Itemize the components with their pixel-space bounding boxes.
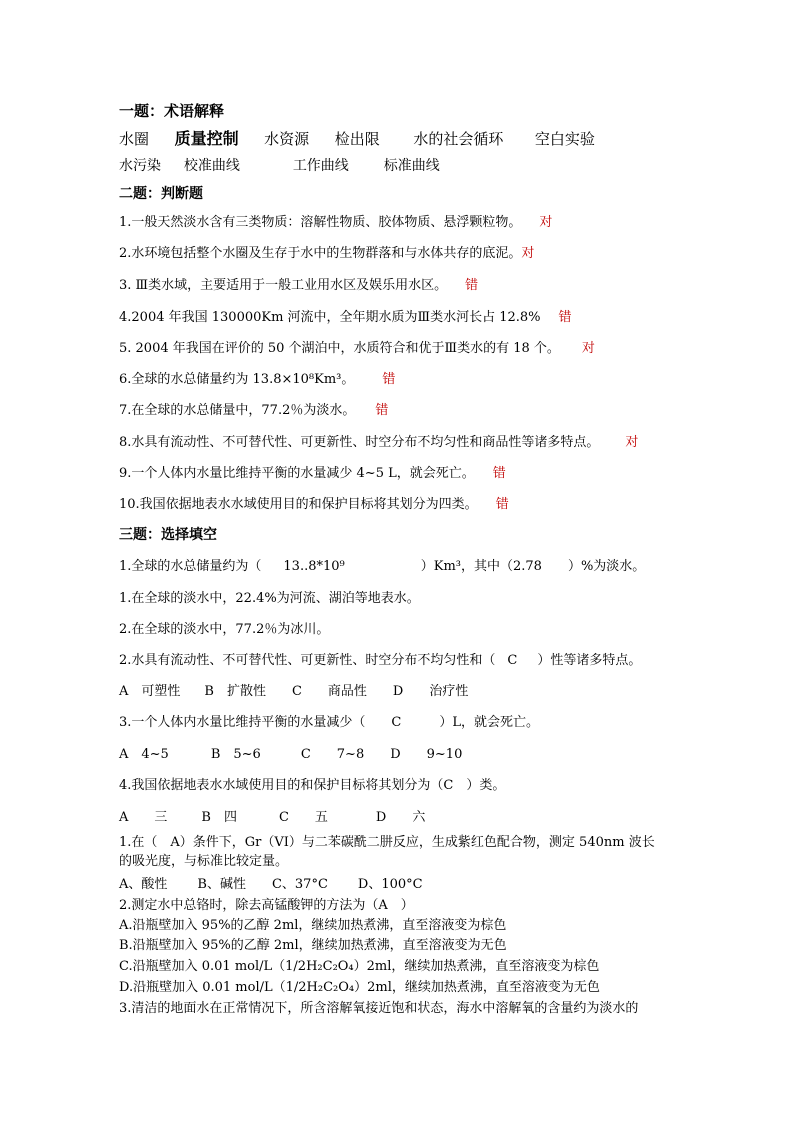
section-2-title: 二题：判断题: [119, 186, 203, 202]
judge-item: 10.我国依据地表水水域使用目的和保护目标将其划分为四类。 错: [119, 497, 509, 512]
fill-q3: 3.一个人体内水量比维持平衡的水量减少（ C ）L，就会死亡。: [119, 715, 539, 730]
answer: 对: [581, 341, 595, 356]
judge-item: 4.2004 年我国 130000Km 河流中，全年期水质为Ⅲ类水河长占 12.8% 错: [119, 310, 572, 325]
judge-item: 1.一般天然淡水含有三类物质：溶解性物质、胶体物质、悬浮颗粒物。 对: [119, 215, 553, 230]
section-3-title: 三题：选择填空: [119, 527, 217, 543]
answer: 错: [465, 278, 479, 293]
answer: 错: [558, 310, 572, 325]
answer: 错: [382, 372, 396, 387]
judge-item: 9.一个人体内水量比维持平衡的水量减少 4~5 L，就会死亡。 错: [119, 466, 506, 481]
fill-line: 1.在全球的淡水中，22.4%为河流、湖泊等地表水。: [119, 591, 420, 606]
judge-item: 2.水环境包括整个水圈及生存于水中的生物群落和与水体共存的底泥。对: [119, 246, 535, 261]
question-p3: 3.清洁的地面水在正常情况下，所含溶解氧接近饱和状态，海水中溶解氧的含量约为淡水的: [119, 1001, 639, 1016]
answer: 错: [495, 497, 509, 512]
term: 水污染: [119, 158, 161, 174]
judge-item: 6.全球的水总储量约为 13.8×10⁸Km³。 错: [119, 372, 396, 387]
answer: 对: [539, 215, 553, 230]
answer: 对: [625, 435, 639, 450]
term: 质量控制: [174, 129, 239, 148]
term: 水圈: [119, 130, 150, 148]
judge-item: 7.在全球的水总储量中，77.2％为淡水。 错: [119, 403, 389, 418]
term: 空白实验: [534, 130, 595, 148]
question-p1: 1.在（ A）条件下，Gr（VI）与二苯碳酰二肼反应，生成紫红色配合物，测定 540nm 波长: [119, 835, 655, 850]
term: 标准曲线: [383, 158, 440, 174]
answer: 对: [521, 246, 535, 261]
term: 水资源: [264, 130, 310, 148]
answer: 错: [492, 466, 506, 481]
options-q4: A 三 B 四 C 五 D 六: [119, 810, 426, 825]
answer: 错: [375, 403, 389, 418]
fill-line: 2.在全球的淡水中，77.2％为冰川。: [119, 622, 330, 637]
options-q3: A 4~5 B 5~6 C 7~8 D 9~10: [119, 747, 463, 762]
term: 检出限: [334, 130, 380, 148]
options-q2: A 可塑性 B 扩散性 C 商品性 D 治疗性: [119, 684, 469, 699]
option-line: B.沿瓶壁加入 95%的乙醇 2ml，继续加热煮沸，直至溶液变为无色: [119, 938, 507, 953]
term: 水的社会循环: [413, 130, 504, 148]
option-line: D.沿瓶壁加入 0.01 mol/L（1/2H₂C₂O₄）2ml，继续加热煮沸，直至溶液变为无色: [119, 980, 600, 995]
terms-row-2: [119, 158, 440, 174]
judge-item: 5. 2004 年我国在评价的 50 个湖泊中，水质符合和优于Ⅲ类水的有 18 个。 对: [119, 341, 595, 356]
option-line: C.沿瓶壁加入 0.01 mol/L（1/2H₂C₂O₄）2ml，继续加热煮沸，直至溶液变为棕色: [119, 959, 600, 974]
question-p2: 2.测定水中总铬时，除去高锰酸钾的方法为（A ）: [119, 898, 414, 913]
fill-q4: 4.我国依据地表水水域使用目的和保护目标将其划分为（C ）类。: [119, 778, 506, 793]
section-1-title: 一题：术语解释: [119, 102, 225, 120]
option-line: A.沿瓶壁加入 95%的乙醇 2ml，继续加热煮沸，直至溶液变为棕色: [119, 918, 507, 933]
term: 工作曲线: [292, 158, 349, 174]
fill-q2: 2.水具有流动性、不可替代性、可更新性、时空分布不均匀性和（ C ）性等诸多特点。: [119, 653, 642, 668]
judge-item: 8.水具有流动性、不可替代性、可更新性、时空分布不均匀性和商品性等诸多特点。 对: [119, 435, 639, 450]
term: 校准曲线: [183, 158, 240, 174]
terms-row-1: [119, 131, 595, 147]
judge-item: 3. Ⅲ类水域，主要适用于一般工业用水区及娱乐用水区。 错: [119, 278, 479, 293]
options-p1: A、酸性 B、碱性 C、37°C D、100°C: [119, 877, 423, 892]
question-p1-cont: 的吸光度，与标准比较定量。: [119, 854, 289, 869]
fill-q1: 1.全球的水总储量约为（ 13..8*10⁹ ）Km³，其中（2.78 ）%为淡水。: [119, 559, 646, 574]
